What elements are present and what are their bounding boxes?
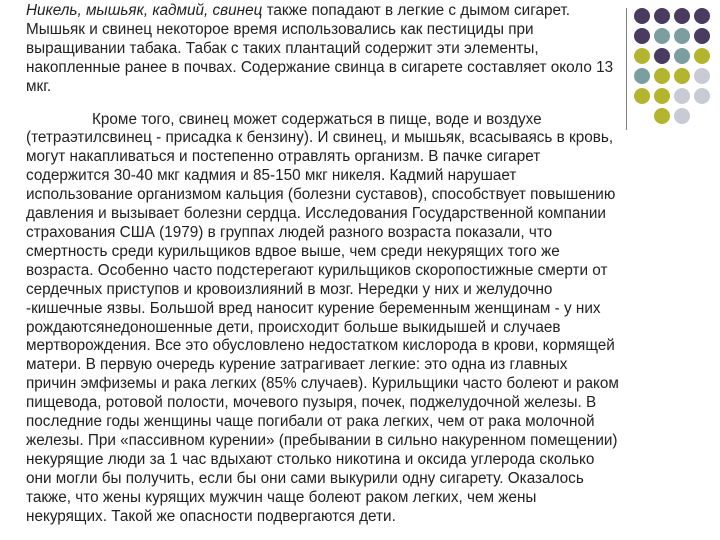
decor-dot xyxy=(634,68,650,84)
decor-dot xyxy=(694,88,710,104)
decor-dot xyxy=(674,108,690,124)
decor-dot xyxy=(634,48,650,64)
paragraph-intro-text: также попадают в легкие с дымом сигарет. Мышьяк и свинец некоторое время использовались как пестициды при выращивании табака. Табак с таких плантаций содержит эти элементы, накопленные ранее в почвах. Содержание свинца в сигарете составляет около 13 мкг. xyxy=(26,2,614,95)
decor-dot xyxy=(674,88,690,104)
slide-body-text xyxy=(26,2,620,526)
decor-dot xyxy=(634,8,650,24)
decor-dot-grid xyxy=(634,8,714,124)
paragraph-intro xyxy=(26,2,620,97)
decor-dot xyxy=(674,28,690,44)
decor-dot xyxy=(654,68,670,84)
decor-dot xyxy=(694,68,710,84)
decor-dot xyxy=(634,28,650,44)
decor-dot xyxy=(654,28,670,44)
decor-dot xyxy=(654,108,670,124)
decor-dot xyxy=(654,48,670,64)
decor-dot xyxy=(674,68,690,84)
decor-dot xyxy=(694,108,710,124)
decor-dot xyxy=(674,8,690,24)
decor-dot xyxy=(634,88,650,104)
decor-dot xyxy=(674,48,690,64)
decor-dot xyxy=(694,28,710,44)
elements-list-italic: Никель, мышьяк, кадмий, свинец xyxy=(26,2,263,19)
decor-dot xyxy=(654,88,670,104)
decor-dot xyxy=(694,48,710,64)
decor-divider-line xyxy=(626,8,627,130)
decor-dot xyxy=(694,8,710,24)
decor-dot xyxy=(634,108,650,124)
paragraph-main: Кроме того, свинец может содержаться в пище, воде и воздухе (тетраэтилсвинец - присадка к бензину). И свинец, и мышьяк, всасываясь в кровь, могут накапливаться и постепенно отравлять организм. В пачке сигарет содержится 30-40 мкг кадмия и 85-150 мкг никеля. Кадмий нарушает использование организмом кальция (болезни суставов), способствует повышению давления и вызывает болезни сердца. Исследования Государственной компании страхования США (1979) в группах людей разного возраста показали, что смертность среди курильщиков вдвое выше, чем среди некурящих того же возраста. Особенно часто подстерегают курильщиков скоропостижные смерти от сердечных приступов и кровоизлияний в мозг. Нередки у них и желудочно -кишечные язвы. Большой вред наносит курение беременным женщинам - у них рождаютсянедоношенные дети, происходит больше выкидышей и случаев мертворождения. Все это обусловлено недостатком кислорода в крови, кормящей матери. В первую очередь курение затрагивает легкие: это одна из главных причин эмфиземы и рака легких (85% случаев). Курильщики часто болеют и раком пищевода, ротовой полости, мочевого пузыря, почек, поджелудочной железы. В последние годы женщины чаще погибали от рака легких, чем от рака молочной железы. При «пассивном курении» (пребывании в сильно накуренном помещении) некурящие люди за 1 час вдыхают столько никотина и оксида углерода сколько они могли бы получить, если бы они сами выкурили одну сигарету. Оказалось также, что жены курящих мужчин чаще болеют раком легких, чем жены некурящих. Такой же опасности подвергаются дети. xyxy=(26,110,619,525)
decor-dot xyxy=(654,8,670,24)
